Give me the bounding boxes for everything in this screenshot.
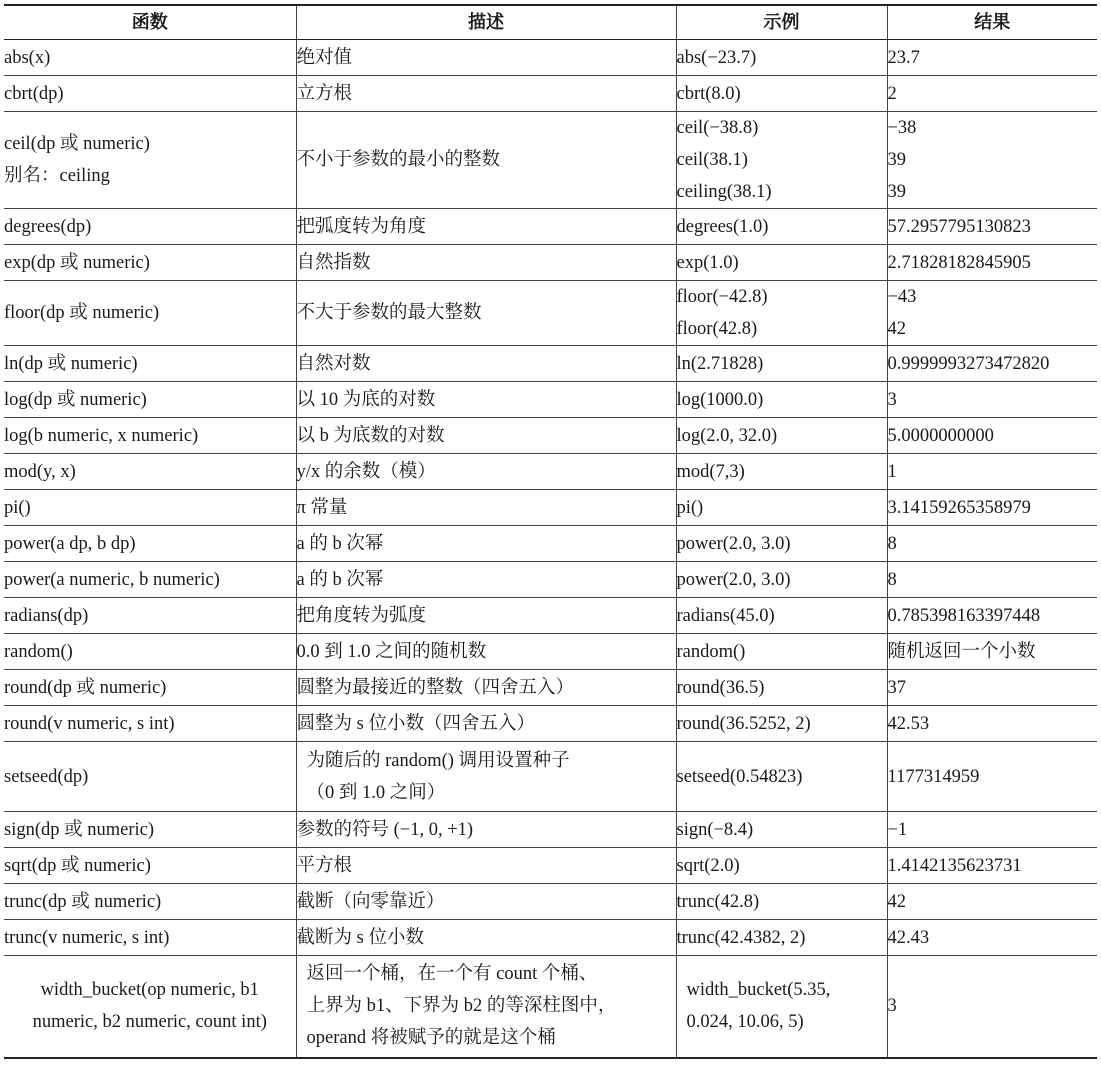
table-row bbox=[4, 634, 1097, 670]
cell-example bbox=[676, 706, 887, 742]
cell-description-line: 自然指数 bbox=[296, 252, 371, 273]
cell-result bbox=[887, 112, 1097, 209]
cell-function bbox=[4, 526, 296, 562]
cell-function bbox=[4, 346, 296, 382]
cell-result-line: 42 bbox=[887, 319, 906, 339]
cell-description-line: 以 b 为底数的对数 bbox=[296, 425, 445, 446]
cell-result bbox=[887, 76, 1097, 112]
cell-result-line: 39 bbox=[887, 182, 906, 202]
cell-function-line: mod(y, x) bbox=[4, 461, 76, 482]
cell-example bbox=[676, 209, 887, 245]
cell-result-line: 1 bbox=[887, 461, 897, 482]
cell-example bbox=[676, 245, 887, 281]
cell-result-line: 39 bbox=[887, 150, 906, 170]
cell-function-line: round(dp 或 numeric) bbox=[4, 677, 167, 698]
cell-function bbox=[4, 245, 296, 281]
table-row bbox=[4, 245, 1097, 281]
cell-description-line: 截断（向零靠近） bbox=[296, 891, 445, 912]
cell-function-line: log(b numeric, x numeric) bbox=[4, 425, 199, 446]
table-wrapper bbox=[4, 4, 1097, 1059]
cell-result bbox=[887, 382, 1097, 418]
cell-result-line: 1177314959 bbox=[887, 766, 980, 787]
cell-example bbox=[676, 454, 887, 490]
cell-function bbox=[4, 598, 296, 634]
cell-result bbox=[887, 562, 1097, 598]
cell-example bbox=[676, 562, 887, 598]
cell-function bbox=[4, 40, 296, 76]
cell-result bbox=[887, 346, 1097, 382]
cell-example-line: round(36.5) bbox=[676, 677, 765, 698]
cell-description-line: y/x 的余数（模） bbox=[296, 461, 436, 482]
cell-function bbox=[4, 112, 296, 209]
cell-example bbox=[676, 281, 887, 346]
cell-function-line: round(v numeric, s int) bbox=[4, 713, 175, 734]
cell-function-line: setseed(dp) bbox=[4, 766, 89, 787]
cell-example-line: random() bbox=[676, 641, 746, 662]
cell-function-line: sign(dp 或 numeric) bbox=[4, 819, 155, 840]
table-row bbox=[4, 670, 1097, 706]
cell-result bbox=[887, 418, 1097, 454]
cell-example bbox=[676, 40, 887, 76]
table-row bbox=[4, 884, 1097, 920]
cell-example-line: log(2.0, 32.0) bbox=[676, 425, 778, 446]
cell-function bbox=[4, 634, 296, 670]
cell-function-line: log(dp 或 numeric) bbox=[4, 389, 147, 410]
cell-example bbox=[676, 884, 887, 920]
cell-result-line: 2 bbox=[887, 83, 897, 104]
cell-example bbox=[676, 812, 887, 848]
cell-example-line: floor(−42.8) bbox=[676, 287, 768, 307]
cell-description bbox=[296, 454, 676, 490]
cell-function bbox=[4, 812, 296, 848]
cell-function-line: power(a dp, b dp) bbox=[4, 533, 136, 554]
cell-result bbox=[887, 742, 1097, 812]
table-row bbox=[4, 112, 1097, 209]
cell-result-line: 3 bbox=[887, 389, 897, 410]
cell-function bbox=[4, 920, 296, 956]
cell-description-line: 圆整为 s 位小数（四舍五入） bbox=[296, 713, 535, 734]
cell-description-line: π 常量 bbox=[296, 497, 348, 518]
cell-description-line: 返回一个桶，在一个有 count 个桶、 bbox=[306, 964, 598, 985]
cell-description bbox=[296, 634, 676, 670]
cell-description bbox=[296, 490, 676, 526]
cell-result-line: −43 bbox=[887, 287, 917, 307]
cell-result bbox=[887, 884, 1097, 920]
cell-description-line: 绝对值 bbox=[296, 47, 353, 68]
cell-function-line: cbrt(dp) bbox=[4, 83, 64, 104]
cell-example bbox=[676, 598, 887, 634]
table-row bbox=[4, 418, 1097, 454]
cell-description bbox=[296, 742, 676, 812]
cell-description-line: 不小于参数的最小的整数 bbox=[296, 150, 501, 170]
table-row bbox=[4, 956, 1097, 1058]
cell-description bbox=[296, 920, 676, 956]
cell-example-line: abs(−23.7) bbox=[676, 47, 757, 68]
cell-description-line: 0.0 到 1.0 之间的随机数 bbox=[296, 641, 487, 662]
cell-description-line: 参数的符号 (−1, 0, +1) bbox=[296, 819, 474, 840]
header-row bbox=[4, 5, 1097, 40]
cell-description bbox=[296, 76, 676, 112]
cell-function-line: sqrt(dp 或 numeric) bbox=[4, 855, 151, 876]
header-function: 函数 bbox=[4, 5, 296, 40]
table-row bbox=[4, 40, 1097, 76]
cell-example-line: pi() bbox=[676, 497, 704, 518]
cell-description bbox=[296, 112, 676, 209]
cell-function bbox=[4, 454, 296, 490]
cell-result bbox=[887, 848, 1097, 884]
cell-example-line: degrees(1.0) bbox=[676, 216, 769, 237]
table-row bbox=[4, 346, 1097, 382]
table-body bbox=[4, 40, 1097, 1058]
cell-result bbox=[887, 490, 1097, 526]
cell-example-line: ceil(38.1) bbox=[676, 150, 748, 170]
cell-description bbox=[296, 209, 676, 245]
cell-result bbox=[887, 598, 1097, 634]
cell-example bbox=[676, 382, 887, 418]
cell-example-line: power(2.0, 3.0) bbox=[676, 533, 791, 554]
cell-function bbox=[4, 706, 296, 742]
cell-description-line: a 的 b 次幂 bbox=[296, 533, 384, 554]
cell-description-line: 平方根 bbox=[296, 855, 353, 876]
header-description: 描述 bbox=[296, 5, 676, 40]
table-row bbox=[4, 848, 1097, 884]
cell-description bbox=[296, 670, 676, 706]
cell-description-line: 以 10 为底的对数 bbox=[296, 389, 436, 410]
cell-result-line: 8 bbox=[887, 569, 897, 590]
cell-example bbox=[676, 848, 887, 884]
cell-function bbox=[4, 956, 296, 1058]
cell-example bbox=[676, 526, 887, 562]
cell-function-line: radians(dp) bbox=[4, 605, 89, 626]
table-row bbox=[4, 382, 1097, 418]
cell-description-line: 把角度转为弧度 bbox=[296, 605, 427, 626]
cell-example-line: sqrt(2.0) bbox=[676, 855, 740, 876]
cell-example-line: mod(7,3) bbox=[676, 461, 745, 482]
cell-description bbox=[296, 40, 676, 76]
cell-description bbox=[296, 562, 676, 598]
cell-function bbox=[4, 848, 296, 884]
cell-function bbox=[4, 76, 296, 112]
cell-function bbox=[4, 490, 296, 526]
cell-result bbox=[887, 634, 1097, 670]
cell-result-line: 0.785398163397448 bbox=[887, 605, 1041, 626]
cell-description-line: 立方根 bbox=[296, 83, 353, 104]
cell-function-line: ln(dp 或 numeric) bbox=[4, 353, 138, 374]
cell-example bbox=[676, 346, 887, 382]
cell-function bbox=[4, 562, 296, 598]
cell-function bbox=[4, 742, 296, 812]
cell-function-line: numeric, b2 numeric, count int) bbox=[32, 1012, 267, 1033]
cell-result-line: 5.0000000000 bbox=[887, 425, 994, 446]
table-row bbox=[4, 281, 1097, 346]
cell-description-line: 为随后的 random() 调用设置种子 bbox=[306, 750, 570, 771]
cell-function-line: trunc(dp 或 numeric) bbox=[4, 891, 162, 912]
cell-example-line: ceil(−38.8) bbox=[676, 118, 759, 138]
cell-result-line: 8 bbox=[887, 533, 897, 554]
cell-example-line: exp(1.0) bbox=[676, 252, 739, 273]
cell-result-line: 42.43 bbox=[887, 927, 930, 948]
cell-description bbox=[296, 598, 676, 634]
table-row bbox=[4, 742, 1097, 812]
cell-example-line: ceiling(38.1) bbox=[676, 182, 772, 202]
cell-function-line: width_bucket(op numeric, b1 bbox=[40, 980, 259, 1001]
table-row bbox=[4, 598, 1097, 634]
cell-function bbox=[4, 209, 296, 245]
math-functions-table bbox=[4, 4, 1097, 1059]
cell-result-line: 3 bbox=[887, 996, 897, 1017]
cell-result-line: 37 bbox=[887, 677, 906, 698]
cell-example bbox=[676, 490, 887, 526]
table-row bbox=[4, 454, 1097, 490]
cell-function-line: abs(x) bbox=[4, 47, 51, 68]
cell-result-line: −1 bbox=[887, 819, 908, 840]
cell-description bbox=[296, 281, 676, 346]
cell-description bbox=[296, 956, 676, 1058]
cell-result-line: 23.7 bbox=[887, 47, 920, 68]
cell-function-line: power(a numeric, b numeric) bbox=[4, 569, 220, 590]
cell-description-line: 把弧度转为角度 bbox=[296, 216, 427, 237]
cell-example-line: width_bucket(5.35, bbox=[686, 980, 831, 1001]
cell-description bbox=[296, 706, 676, 742]
cell-example-line: trunc(42.8) bbox=[676, 891, 760, 912]
cell-description-line: 圆整为最接近的整数（四舍五入） bbox=[296, 677, 575, 698]
cell-result bbox=[887, 209, 1097, 245]
cell-description bbox=[296, 382, 676, 418]
cell-result bbox=[887, 706, 1097, 742]
table-row bbox=[4, 920, 1097, 956]
table-row bbox=[4, 812, 1097, 848]
cell-function-line: trunc(v numeric, s int) bbox=[4, 927, 170, 948]
cell-description-line: a 的 b 次幂 bbox=[296, 569, 384, 590]
cell-example bbox=[676, 418, 887, 454]
cell-example-line: trunc(42.4382, 2) bbox=[676, 927, 806, 948]
cell-description bbox=[296, 884, 676, 920]
table-row bbox=[4, 76, 1097, 112]
cell-example-line: round(36.5252, 2) bbox=[676, 713, 811, 734]
table-row bbox=[4, 562, 1097, 598]
cell-result bbox=[887, 40, 1097, 76]
cell-example bbox=[676, 956, 887, 1058]
cell-result-line: 3.14159265358979 bbox=[887, 497, 1031, 518]
cell-function-line: random() bbox=[4, 641, 73, 662]
cell-example bbox=[676, 76, 887, 112]
cell-result-line: 42.53 bbox=[887, 713, 930, 734]
cell-example bbox=[676, 742, 887, 812]
cell-result-line: 0.9999993273472820 bbox=[887, 353, 1050, 374]
cell-description bbox=[296, 848, 676, 884]
cell-example bbox=[676, 634, 887, 670]
cell-result bbox=[887, 454, 1097, 490]
cell-description bbox=[296, 812, 676, 848]
cell-result-line: 57.2957795130823 bbox=[887, 216, 1031, 237]
table-row bbox=[4, 526, 1097, 562]
cell-description-line: 不大于参数的最大整数 bbox=[296, 303, 482, 323]
cell-example-line: ln(2.71828) bbox=[676, 353, 764, 374]
cell-function bbox=[4, 884, 296, 920]
cell-result bbox=[887, 526, 1097, 562]
cell-example bbox=[676, 112, 887, 209]
table-row bbox=[4, 706, 1097, 742]
cell-function-line: degrees(dp) bbox=[4, 216, 92, 237]
header-example: 示例 bbox=[676, 5, 887, 40]
cell-function bbox=[4, 281, 296, 346]
cell-example-line: 0.024, 10.06, 5) bbox=[686, 1012, 804, 1033]
cell-result bbox=[887, 245, 1097, 281]
cell-result bbox=[887, 812, 1097, 848]
cell-result bbox=[887, 920, 1097, 956]
cell-description bbox=[296, 346, 676, 382]
cell-function-line: pi() bbox=[4, 497, 31, 518]
table-row bbox=[4, 209, 1097, 245]
cell-description-line: 截断为 s 位小数 bbox=[296, 927, 424, 948]
cell-function bbox=[4, 382, 296, 418]
cell-example-line: sign(−8.4) bbox=[676, 819, 754, 840]
cell-example-line: cbrt(8.0) bbox=[676, 83, 741, 104]
cell-description-line: （0 到 1.0 之间） bbox=[306, 782, 446, 803]
cell-function bbox=[4, 670, 296, 706]
cell-result bbox=[887, 956, 1097, 1058]
cell-result bbox=[887, 670, 1097, 706]
cell-result-line: 2.71828182845905 bbox=[887, 252, 1031, 273]
cell-result-line: −38 bbox=[887, 118, 917, 138]
cell-result-line: 1.4142135623731 bbox=[887, 855, 1022, 876]
cell-description bbox=[296, 245, 676, 281]
cell-function-line: exp(dp 或 numeric) bbox=[4, 252, 150, 273]
cell-result bbox=[887, 281, 1097, 346]
cell-description bbox=[296, 418, 676, 454]
cell-example bbox=[676, 920, 887, 956]
cell-description bbox=[296, 526, 676, 562]
cell-example-line: floor(42.8) bbox=[676, 319, 758, 339]
cell-result-line: 随机返回一个小数 bbox=[887, 641, 1036, 662]
cell-example-line: setseed(0.54823) bbox=[676, 766, 803, 787]
cell-example-line: radians(45.0) bbox=[676, 605, 775, 626]
header-result: 结果 bbox=[887, 5, 1097, 40]
cell-example-line: log(1000.0) bbox=[676, 389, 764, 410]
table-row bbox=[4, 490, 1097, 526]
cell-example bbox=[676, 670, 887, 706]
cell-description-line: operand 将被赋予的就是这个桶 bbox=[306, 1028, 556, 1049]
cell-description-line: 上界为 b1、下界为 b2 的等深柱图中， bbox=[306, 996, 617, 1017]
cell-example-line: power(2.0, 3.0) bbox=[676, 569, 791, 590]
cell-function-line: 别名：ceiling bbox=[4, 166, 110, 186]
cell-function-line: floor(dp 或 numeric) bbox=[4, 303, 160, 323]
cell-result-line: 42 bbox=[887, 891, 906, 912]
cell-function-line: ceil(dp 或 numeric) bbox=[4, 134, 150, 154]
cell-function bbox=[4, 418, 296, 454]
cell-description-line: 自然对数 bbox=[296, 353, 371, 374]
